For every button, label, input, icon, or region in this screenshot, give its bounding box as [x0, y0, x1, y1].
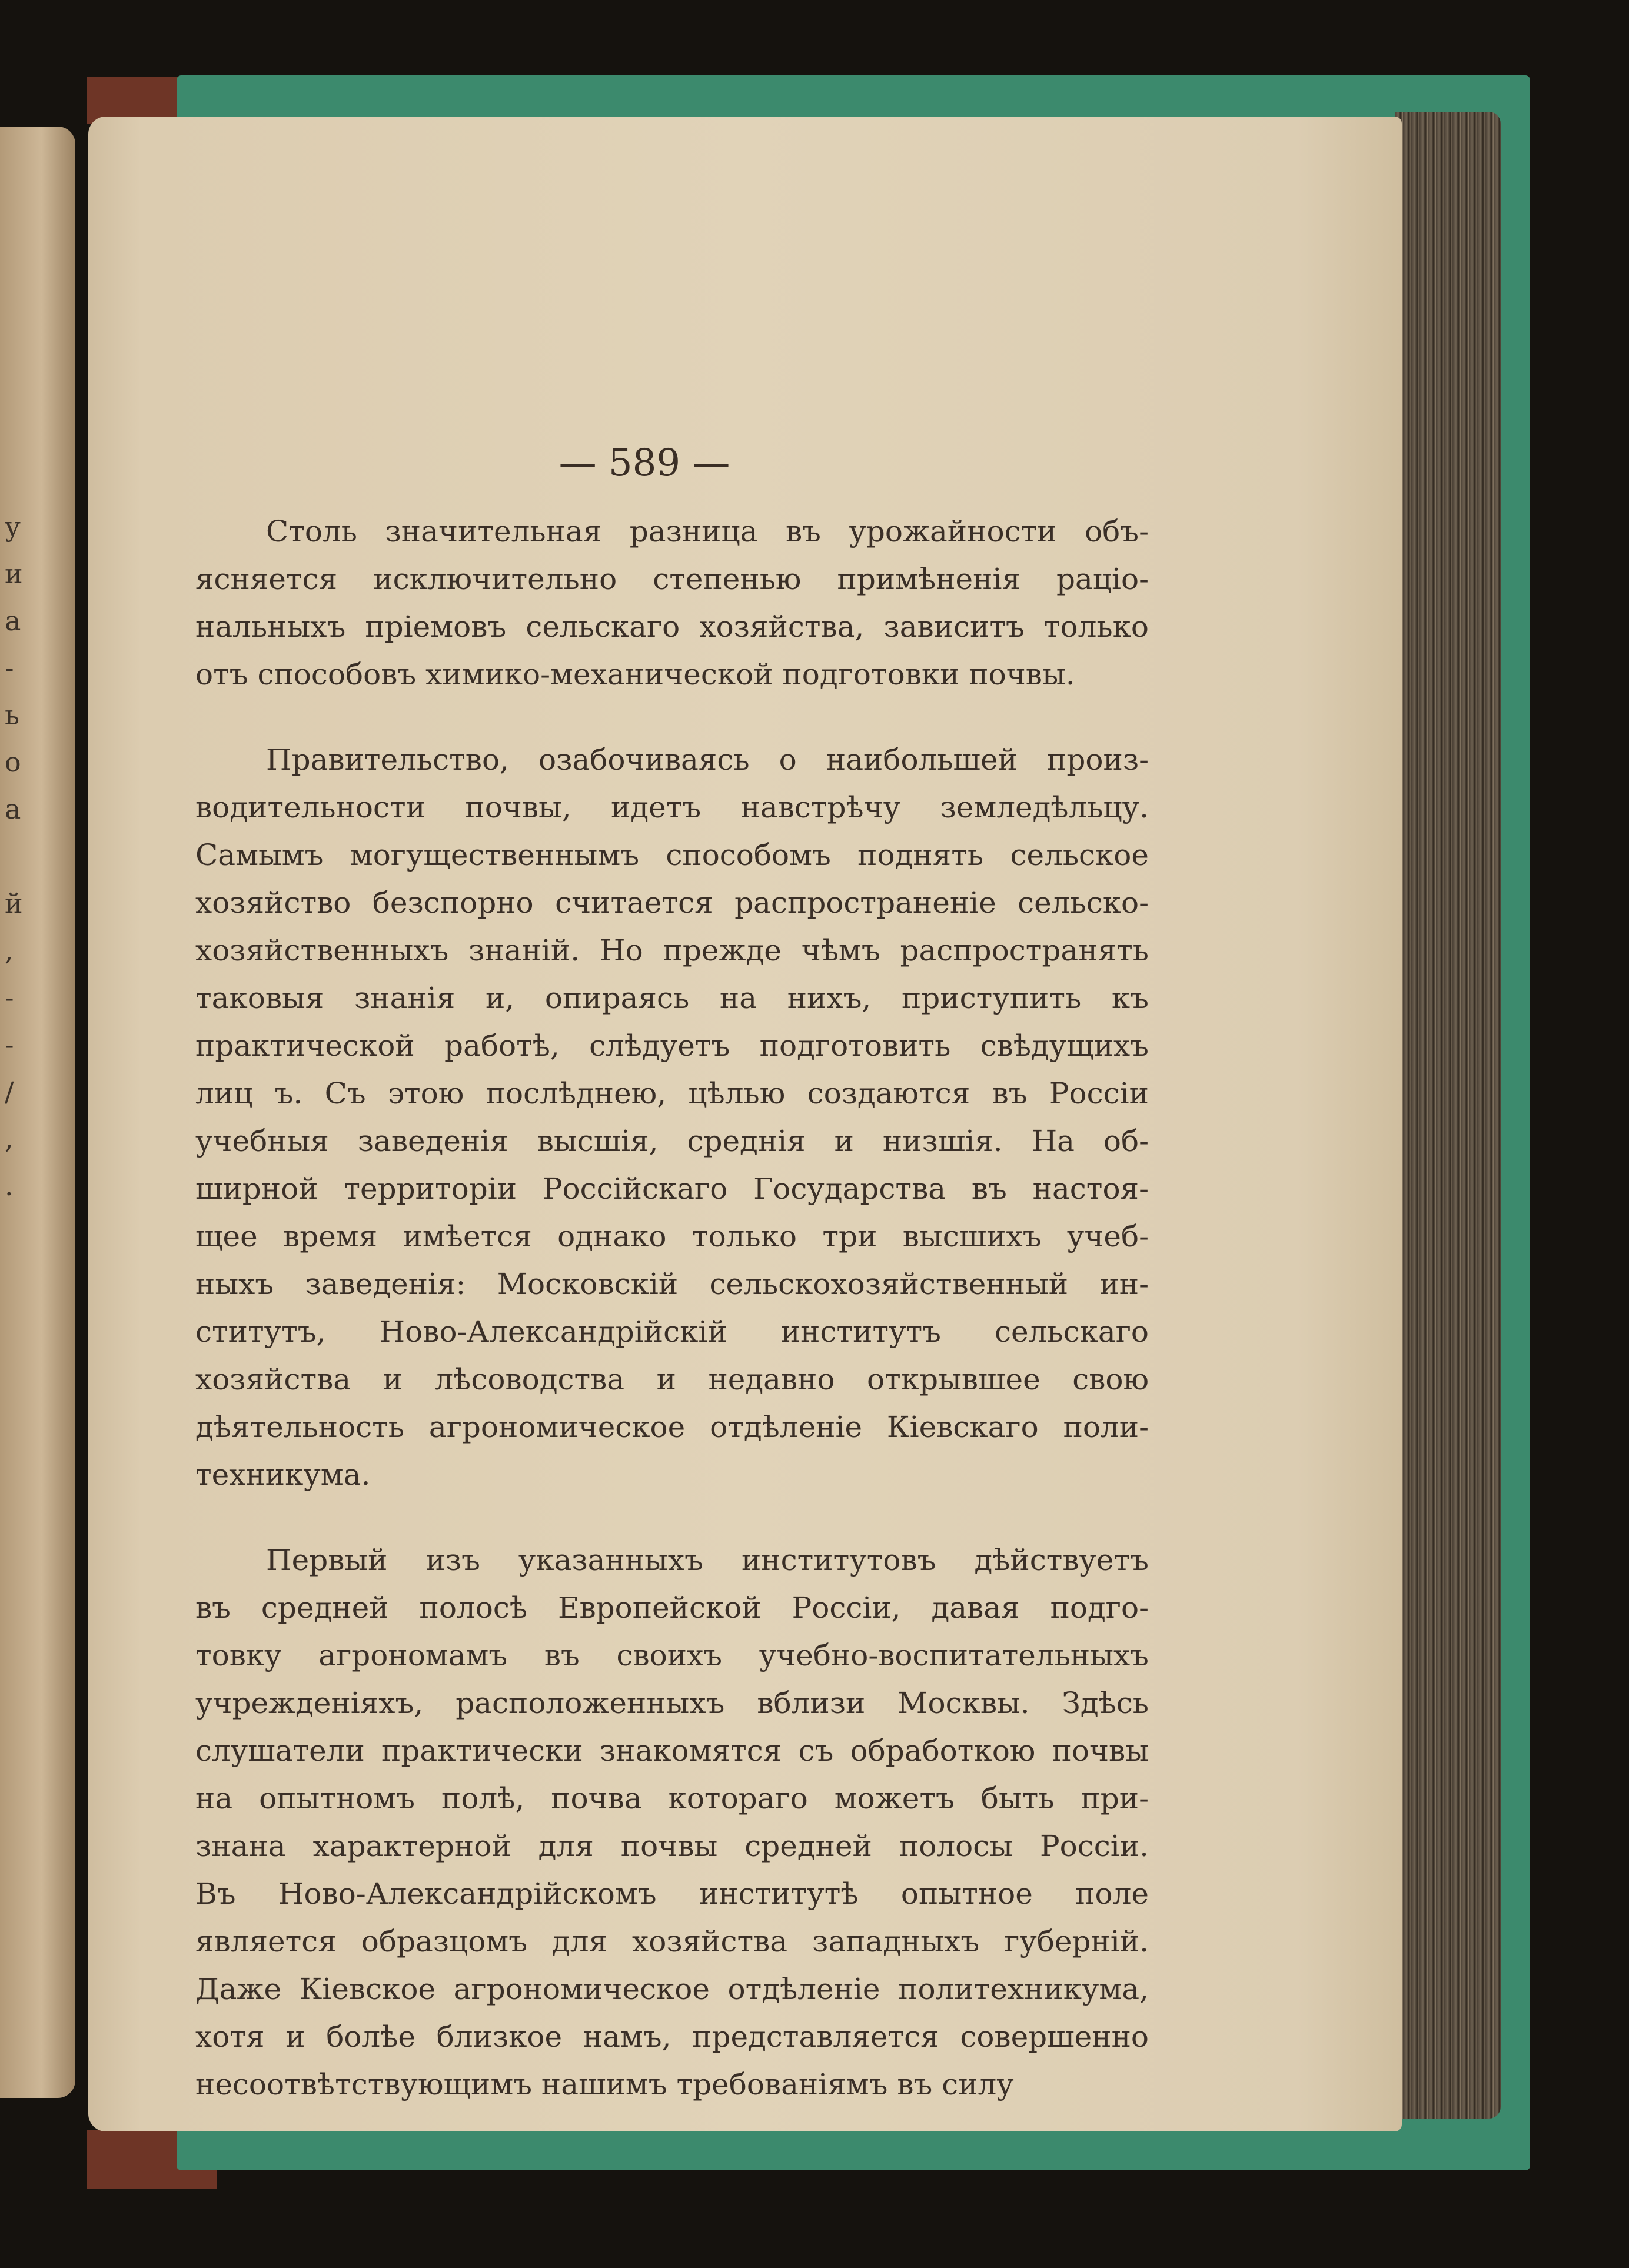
- text-line: является образцомъ для хозяйства западныхъ губерній.: [195, 1924, 1149, 1958]
- previous-page-edge: [0, 127, 75, 2098]
- fragment-letter: ь: [5, 699, 20, 731]
- fragment-letter: а: [5, 605, 21, 637]
- fragment-letter: у: [5, 511, 21, 543]
- text-line: Столь значительная разница въ урожайности объ-: [266, 514, 1149, 548]
- text-line: хозяйство безспорно считается распространеніе сельско-: [195, 886, 1149, 920]
- page-number: — 589 —: [558, 441, 730, 485]
- paragraph-gap: [195, 1499, 1149, 1537]
- text-line: Въ Ново-Александрійскомъ институтѣ опытное поле: [195, 1877, 1149, 1911]
- fragment-letter: -: [5, 652, 14, 684]
- text-line: водительности почвы, идетъ навстрѣчу земледѣльцу.: [195, 790, 1149, 824]
- fragment-letter: [5, 833, 46, 880]
- fragment-letter: /: [5, 1076, 14, 1108]
- text-line: щее время имѣется однако только три высшихъ учеб-: [195, 1219, 1149, 1253]
- text-line: Даже Кіевское агрономическое отдѣленіе политехникума,: [195, 1972, 1149, 2006]
- text-line: ныхъ заведенія: Московскій сельскохозяйственный ин-: [195, 1267, 1149, 1301]
- page-edges: [1395, 112, 1501, 2119]
- text-line: на опытномъ полѣ, почва котораго можетъ быть при-: [195, 1781, 1149, 1815]
- text-line: ститутъ, Ново-Александрійскій институтъ сельскаго: [195, 1315, 1149, 1349]
- previous-page-text-fragment: [5, 503, 46, 1209]
- text-line: товку агрономамъ въ своихъ учебно-воспитательныхъ: [195, 1638, 1149, 1672]
- text-line: ясняется исключительно степенью примѣненія раціо-: [195, 562, 1149, 596]
- text-line: отъ способовъ химико-механической подготовки почвы.: [195, 657, 1075, 691]
- paragraph: [195, 1537, 1149, 2109]
- text-line: несоотвѣтствующимъ нашимъ требованіямъ въ силу: [195, 2067, 1014, 2101]
- text-line: нальныхъ пріемовъ сельскаго хозяйства, зависитъ только: [195, 610, 1149, 644]
- text-line: Правительство, озабочиваясь о наибольшей произ-: [266, 743, 1149, 777]
- page-body: [195, 508, 1149, 2109]
- text-line: таковыя знанія и, опираясь на нихъ, приступить къ: [195, 981, 1149, 1015]
- text-line: учрежденіяхъ, расположенныхъ вблизи Москвы. Здѣсь: [195, 1686, 1149, 1720]
- fragment-letter: й: [5, 887, 23, 919]
- fragment-letter: и: [5, 558, 23, 590]
- text-line: учебныя заведенія высшія, среднія и низшія. На об-: [195, 1124, 1149, 1158]
- text-line: хозяйственныхъ знаній. Но прежде чѣмъ распространять: [195, 933, 1149, 967]
- text-line: практической работѣ, слѣдуетъ подготовить свѣдущихъ: [195, 1029, 1149, 1063]
- text-line: въ средней полосѣ Европейской Россіи, давая подго-: [195, 1591, 1149, 1625]
- text-line: ширной территоріи Россійскаго Государства въ настоя-: [195, 1172, 1149, 1206]
- text-line: Самымъ могущественнымъ способомъ поднять сельское: [195, 838, 1149, 872]
- paragraph: [195, 736, 1149, 1499]
- fragment-letter: о: [5, 746, 21, 778]
- fragment-letter: ,: [5, 1123, 14, 1155]
- fragment-letter: .: [5, 1170, 14, 1202]
- text-line: техникума.: [195, 1458, 371, 1492]
- text-line: слушатели практически знакомятся съ обработкою почвы: [195, 1734, 1149, 1768]
- paragraph: [195, 508, 1149, 699]
- text-line: хозяйства и лѣсоводства и недавно открывшее свою: [195, 1362, 1149, 1396]
- text-line: Первый изъ указанныхъ институтовъ дѣйствуетъ: [266, 1543, 1149, 1577]
- fragment-letter: а: [5, 793, 21, 825]
- book-page: [88, 117, 1402, 2131]
- text-line: хотя и болѣе близкое намъ, представляется совершенно: [195, 2020, 1149, 2054]
- paragraph-gap: [195, 699, 1149, 736]
- text-line: дѣятельность агрономическое отдѣленіе Кіевскаго поли-: [195, 1410, 1149, 1444]
- fragment-letter: -: [5, 1029, 14, 1060]
- text-line: лиц ъ. Съ этою послѣднею, цѣлью создаются въ Россіи: [195, 1076, 1149, 1110]
- text-line: знана характерной для почвы средней полосы Россіи.: [195, 1829, 1149, 1863]
- fragment-letter: -: [5, 982, 14, 1013]
- fragment-letter: ,: [5, 935, 14, 966]
